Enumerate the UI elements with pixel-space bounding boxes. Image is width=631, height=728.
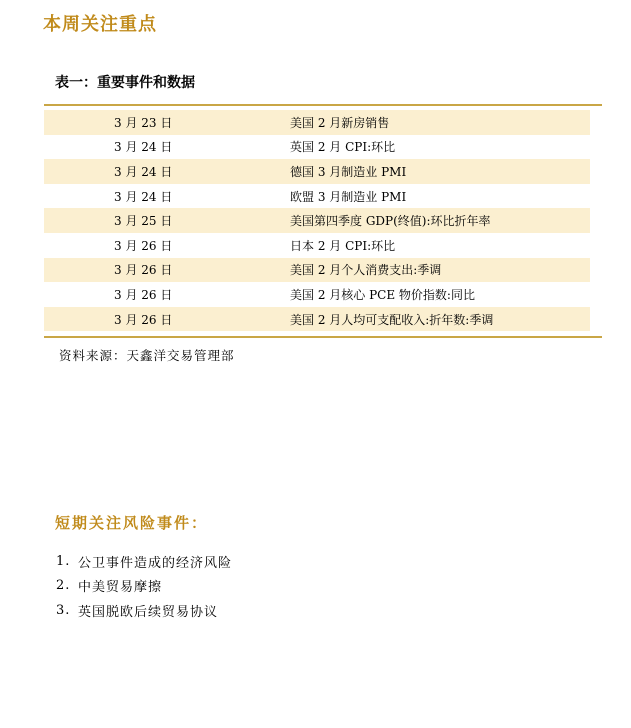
event-name: 美国 2 月核心 PCE 物价指数:同比	[290, 287, 475, 302]
table-row	[44, 233, 590, 258]
table-row	[44, 110, 590, 135]
risk-section-title: 短期关注风险事件：	[55, 514, 209, 532]
event-date: 3 月 25 日	[114, 214, 173, 229]
table-row	[44, 135, 590, 160]
table-caption: 表一：重要事件和数据	[55, 75, 195, 91]
event-name: 日本 2 月 CPI:环比	[290, 238, 396, 253]
table-row	[44, 258, 590, 283]
event-name: 美国 2 月个人消费支出:季调	[290, 263, 442, 278]
list-text: 英国脱欧后续贸易协议	[78, 604, 219, 620]
event-date: 3 月 24 日	[114, 189, 173, 204]
table-row	[44, 208, 590, 233]
table-row	[44, 184, 590, 209]
event-date: 3 月 24 日	[114, 164, 173, 179]
event-name: 英国 2 月 CPI:环比	[290, 140, 396, 155]
table-top-rule	[44, 104, 602, 106]
list-item	[56, 574, 232, 599]
event-name: 欧盟 3 月制造业 PMI	[290, 189, 407, 204]
event-date: 3 月 26 日	[114, 287, 173, 302]
event-date: 3 月 26 日	[114, 263, 173, 278]
event-name: 美国 2 月新房销售	[290, 115, 390, 130]
table-row	[44, 282, 590, 307]
event-date: 3 月 26 日	[114, 312, 173, 327]
page-title: 本周关注重点	[43, 14, 157, 35]
event-name: 美国第四季度 GDP(终值):环比折年率	[290, 214, 491, 229]
list-text: 中美贸易摩擦	[78, 580, 163, 596]
event-date: 3 月 23 日	[114, 115, 173, 130]
event-name: 德国 3 月制造业 PMI	[290, 164, 407, 179]
source-note: 资料来源：天鑫洋交易管理部	[59, 348, 235, 363]
table-row	[44, 307, 590, 332]
risk-list	[56, 549, 232, 623]
event-date: 3 月 26 日	[114, 238, 173, 253]
events-table	[44, 110, 590, 331]
list-item	[56, 549, 232, 574]
list-number: 2.	[56, 578, 71, 594]
list-number: 3.	[56, 602, 71, 618]
table-bottom-rule	[44, 336, 602, 338]
event-date: 3 月 24 日	[114, 140, 173, 155]
list-item	[56, 598, 232, 623]
list-text: 公卫事件造成的经济风险	[78, 555, 233, 571]
event-name: 美国 2 月人均可支配收入:折年数:季调	[290, 312, 494, 327]
table-row	[44, 159, 590, 184]
list-number: 1.	[56, 553, 71, 569]
